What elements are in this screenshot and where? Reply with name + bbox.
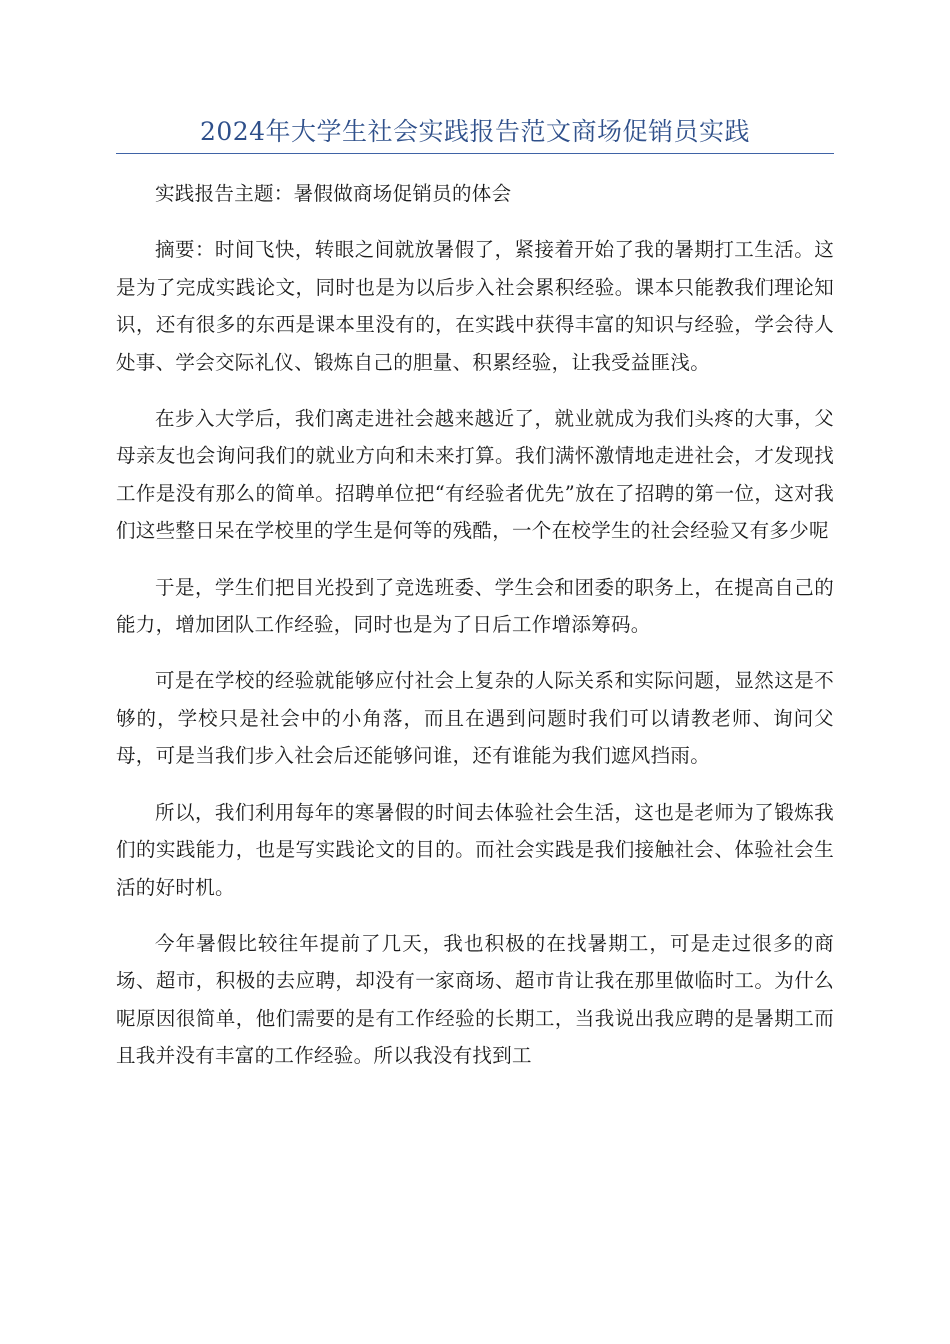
page-title: 2024年大学生社会实践报告范文商场促销员实践 bbox=[199, 117, 751, 146]
paragraph-abstract: 摘要：时间飞快，转眼之间就放暑假了，紧接着开始了我的暑期打工生活。这是为了完成实践论文，同时也是为以后步入社会累积经验。课本只能教我们理论知识，还有很多的东西是课本里没有的，在实践中获得丰富的知识与经验，学会待人处事、学会交际礼仪、锻炼自己的胆量、积累经验，让我受益匪浅。 bbox=[116, 238, 834, 374]
paragraph-school-experience: 可是在学校的经验就能够应付社会上复杂的人际关系和实际问题，显然这是不够的，学校只是社会中的小角落，而且在遇到问题时我们可以请教老师、询问父母，可是当我们步入社会后还能够问谁，还有谁能为我们遮风挡雨。 bbox=[116, 669, 834, 768]
paragraph-employment: 在步入大学后，我们离走进社会越来越近了，就业就成为我们头疼的大事，父母亲友也会询问我们的就业方向和未来打算。我们满怀激情地走进社会，才发现找工作是没有那么的简单。招聘单位把“有经验者优先”放在了招聘的第一位，这对我们这些整日呆在学校里的学生是何等的残酷，一个在校学生的社会经验又有多少呢 bbox=[116, 407, 834, 543]
title-underline bbox=[116, 153, 834, 154]
paragraph-topic: 实践报告主题：暑假做商场促销员的体会 bbox=[155, 182, 512, 205]
document-body bbox=[116, 175, 834, 1094]
paragraph-summer-job: 今年暑假比较往年提前了几天，我也积极的在找暑期工，可是走过很多的商场、超市，积极的去应聘，却没有一家商场、超市肯让我在那里做临时工。为什么呢原因很简单，他们需要的是有工作经验的长期工，当我说出我应聘的是暑期工而且我并没有丰富的工作经验。所以我没有找到工 bbox=[116, 931, 834, 1068]
paragraph-student-roles: 于是，学生们把目光投到了竞选班委、学生会和团委的职务上，在提高自己的能力，增加团队工作经验，同时也是为了日后工作增添筹码。 bbox=[116, 575, 834, 637]
paragraph-social-practice: 所以，我们利用每年的寒暑假的时间去体验社会生活，这也是老师为了锻炼我们的实践能力，也是写实践论文的目的。而社会实践是我们接触社会、体验社会生活的好时机。 bbox=[116, 800, 834, 899]
